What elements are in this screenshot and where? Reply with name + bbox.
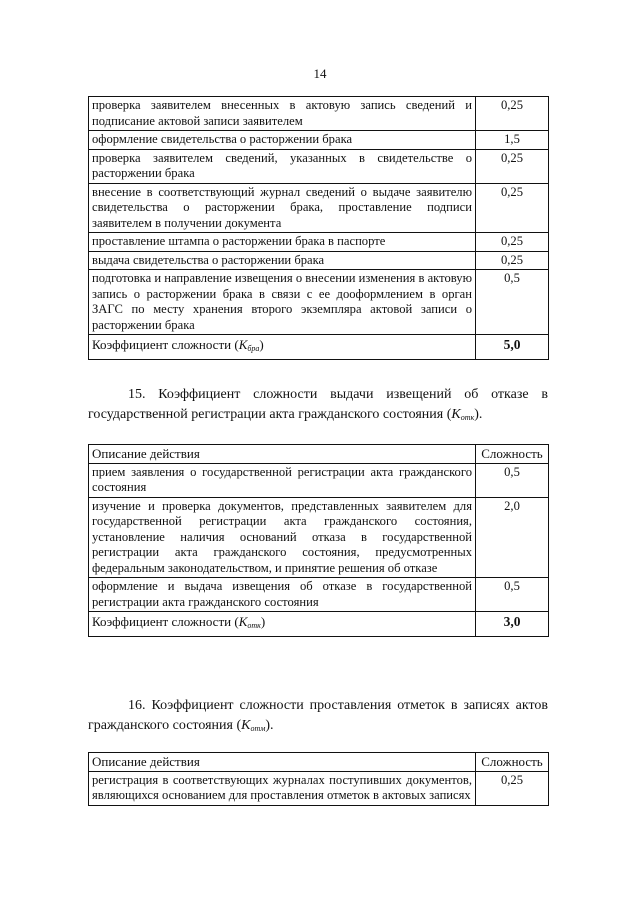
table-header-row xyxy=(89,753,549,772)
total-value: 5,0 xyxy=(476,335,549,360)
complexity-value: 2,0 xyxy=(476,497,549,578)
action-description: внесение в соответствующий журнал сведений о выдаче заявителю свидетельства о расторжении брака, проставление подписи заявителем в получении документа xyxy=(89,183,476,233)
table-divorce-actions xyxy=(88,96,549,360)
total-row xyxy=(89,335,549,360)
table-row xyxy=(89,131,549,150)
paragraph-16-text: 16. Коэффициент сложности проставления отметок в записях актов гражданского состояния xyxy=(88,698,548,733)
total-label: Коэффициент сложности xyxy=(92,614,232,629)
coefficient-subscript: отм xyxy=(250,724,266,733)
action-description: выдача свидетельства о расторжении брака xyxy=(89,251,476,270)
coefficient-subscript: бра xyxy=(247,344,260,353)
action-description: проставление штампа о расторжении брака в паспорте xyxy=(89,233,476,252)
action-description: проверка заявителем внесенных в актовую запись сведений и подписание актовой записи заявителем xyxy=(89,97,476,131)
total-row xyxy=(89,612,549,637)
paragraph-15-text: 15. Коэффициент сложности выдачи извещений об отказе в государственной регистрации акта гражданского состояния xyxy=(88,387,548,422)
action-description: оформление и выдача извещения об отказе в государственной регистрации акта гражданского состояния xyxy=(89,578,476,612)
coefficient-subscript: отк xyxy=(460,413,475,422)
table-row xyxy=(89,497,549,578)
coefficient-symbol: K xyxy=(451,407,461,422)
total-label-cell: Коэффициент сложности $(K_{бра})$ xyxy=(89,335,476,360)
paragraph-16: 16. Коэффициент сложности проставления отметок в записях актов гражданского состояния $(K_{отм})$. xyxy=(88,698,548,733)
table-row xyxy=(89,149,549,183)
table-row xyxy=(89,97,549,131)
total-label-cell: Коэффициент сложности $(K_{отк})$ xyxy=(89,612,476,637)
table-row xyxy=(89,578,549,612)
complexity-value: 0,25 xyxy=(476,97,549,131)
table-header-row xyxy=(89,445,549,464)
header-description: Описание действия xyxy=(89,445,476,464)
header-complexity: Сложность xyxy=(476,753,549,772)
coefficient-symbol: K xyxy=(241,718,251,733)
table-refusal-actions xyxy=(88,444,549,637)
total-value: 3,0 xyxy=(476,612,549,637)
coefficient-symbol: K xyxy=(238,614,248,629)
complexity-value: 0,5 xyxy=(476,270,549,335)
table-row xyxy=(89,270,549,335)
complexity-value: 0,25 xyxy=(476,183,549,233)
total-label: Коэффициент сложности xyxy=(92,337,232,352)
table-row xyxy=(89,251,549,270)
complexity-value: 1,5 xyxy=(476,131,549,150)
complexity-value: 0,5 xyxy=(476,578,549,612)
table-row xyxy=(89,771,549,805)
table-row xyxy=(89,233,549,252)
action-description: проверка заявителем сведений, указанных в свидетельстве о расторжении брака xyxy=(89,149,476,183)
complexity-value: 0,5 xyxy=(476,463,549,497)
table-marks-actions xyxy=(88,752,549,806)
paragraph-15: 15. Коэффициент сложности выдачи извещений об отказе в государственной регистрации акта гражданского состояния $(K_{отк})$. xyxy=(88,387,548,422)
page-number: 14 xyxy=(313,66,327,81)
coefficient-symbol: K xyxy=(238,337,248,352)
action-description: оформление свидетельства о расторжении брака xyxy=(89,131,476,150)
action-description: регистрация в соответствующих журналах поступивших документов, являющихся основанием для проставления отметок в актовых записях xyxy=(89,771,476,805)
action-description: подготовка и направление извещения о внесении изменения в актовую запись о расторжении брака в связи с ее дооформлением в орган ЗАГС по месту хранения второго экземпляра актовой записи о расторжении брака xyxy=(89,270,476,335)
table-row xyxy=(89,463,549,497)
header-complexity: Сложность xyxy=(476,445,549,464)
complexity-value: 0,25 xyxy=(476,149,549,183)
complexity-value: 0,25 xyxy=(476,771,549,805)
complexity-value: 0,25 xyxy=(476,251,549,270)
header-description: Описание действия xyxy=(89,753,476,772)
table-row xyxy=(89,183,549,233)
action-description: прием заявления о государственной регистрации акта гражданского состояния xyxy=(89,463,476,497)
coefficient-subscript: отк xyxy=(247,621,261,630)
complexity-value: 0,25 xyxy=(476,233,549,252)
action-description: изучение и проверка документов, представленных заявителем для государственной регистрации акта гражданского состояния, установление наличия оснований отказа в государственной регистрации акта гражданского состояния, предусмотренных федеральным законодательством, и принятие решения об отказе xyxy=(89,497,476,578)
